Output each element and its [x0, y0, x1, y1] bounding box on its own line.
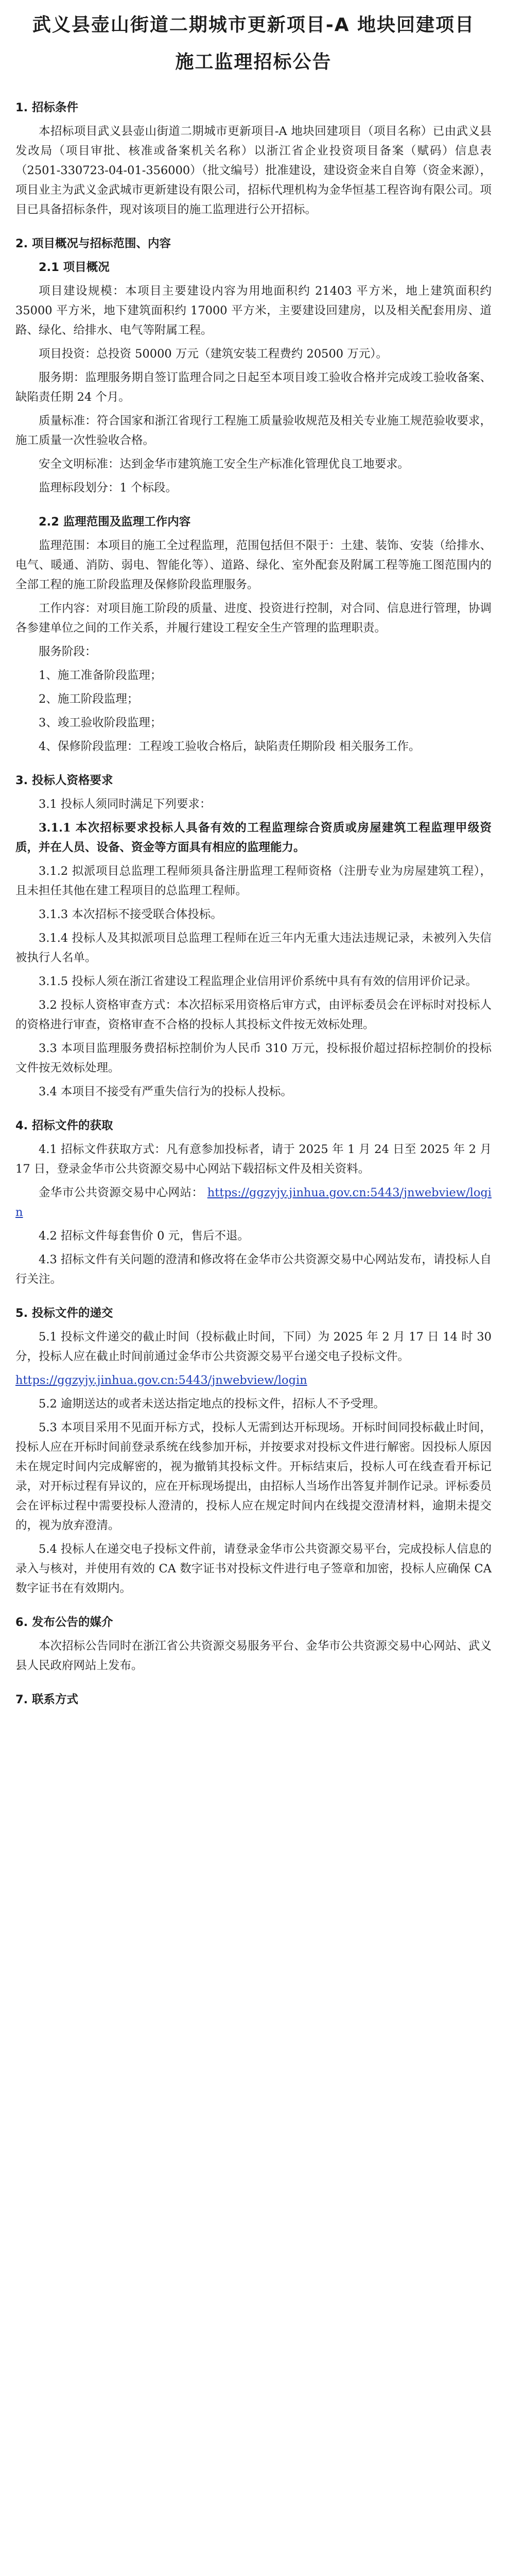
section-1-heading: 1. 招标条件 — [15, 101, 79, 114]
qualification-3-1-1: 3.1.1 本次招标要求投标人具备有效的工程监理综合资质或房屋建筑工程监理甲级资质，并在人员、设备、资金等方面具有相应的监理能力。 — [15, 821, 492, 854]
section-6-heading: 6. 发布公告的媒介 — [15, 1616, 113, 1629]
section-2-2-heading: 2.2 监理范围及监理工作内容 — [39, 515, 191, 529]
price-ceiling: 3.3 本项目监理服务费招标控制价为人民币 310 万元，投标报价超过招标控制价的投标文件按无效标处理。 — [15, 1042, 492, 1075]
section-division: 监理标段划分：1 个标段。 — [39, 481, 177, 495]
section-2-1-heading: 2.1 项目概况 — [39, 261, 110, 274]
qualification-intro: 3.1 投标人须同时满足下列要求： — [39, 798, 212, 811]
section-7-heading: 7. 联系方式 — [15, 1693, 79, 1706]
service-stages-label: 服务阶段： — [39, 645, 97, 658]
ca-certificate-notice: 5.4 投标人在递交电子投标文件前，请登录金华市公共资源交易平台，完成投标人信息的录入与核对，并使用有效的 CA 数字证书对投标文件进行电子签章和加密，投标人应确保 CA 数字证书在有效期内。 — [15, 1543, 492, 1595]
qualification-3-1-4: 3.1.4 投标人及其拟派项目总监理工程师在近三年内无重大违法违规记录，未被列入失信被执行人名单。 — [15, 931, 492, 964]
document-title-line1: 武义县壶山街道二期城市更新项目-A 地块回建项目 — [32, 14, 475, 36]
announcement-body — [15, 98, 492, 1714]
late-bid-notice: 5.2 逾期送达的或者未送达指定地点的投标文件，招标人不予受理。 — [39, 1397, 385, 1411]
tender-doc-access: 4.1 招标文件获取方式：凡有意参加投标者，请于 2025 年 1 月 24 日至 2025 年 2 月 17 日，登录金华市公共资源交易中心网站下载招标文件及相关资料。 — [15, 1143, 492, 1176]
project-investment: 项目投资：总投资 50000 万元（建筑安装工程费约 20500 万元）。 — [39, 347, 388, 361]
project-scale: 项目建设规模：本项目主要建设内容为用地面积约 21403 平方米，地上建筑面积约 35000 平方米，地下建筑面积约 17000 平方米，主要建设回建房，以及相关配套用房、道路、绿化、给排水、电气等附属工程。 — [15, 284, 492, 337]
service-stage-item: 1、施工准备阶段监理； — [39, 669, 162, 682]
qualification-3-1-2: 3.1.2 拟派项目总监理工程师须具备注册监理工程师资格（注册专业为房屋建筑工程），且未担任其他在建工程项目的总监理工程师。 — [15, 865, 492, 897]
bid-deadline: 5.1 投标文件递交的截止时间（投标截止时间，下同）为 2025 年 2 月 17 日 14 时 30 分，投标人应在截止时间前通过金华市公共资源交易平台递交电子投标文件。 — [15, 1330, 492, 1363]
publication-media: 本次招标公告同时在浙江省公共资源交易服务平台、金华市公共资源交易中心网站、武义县人民政府网站上发布。 — [15, 1639, 492, 1672]
service-period: 服务期：监理服务期自签订监理合同之日起至本项目竣工验收合格并完成竣工验收备案、缺陷责任期 24 个月。 — [15, 371, 492, 404]
remote-opening-rules: 5.3 本项目采用不见面开标方式，投标人无需到达开标现场。开标时间同投标截止时间，投标人应在开标时间前登录系统在线参加开标，并按要求对投标文件进行解密。因投标人原因未在规定时间内完成解密的，视为撤销其投标文件。开标结束后，投标人可在线查看开标记录，对开标过程有异议的，应在开标现场提出，由招标人当场作出答复并制作记录。评标委员会在评标过程中需要投标人澄清的，投标人应在规定时间内在线提交澄清材料，逾期未提交的，视为放弃澄清。 — [15, 1421, 492, 1532]
section-4-heading: 4. 招标文件的获取 — [15, 1119, 113, 1132]
supervision-content: 工作内容：对项目施工阶段的质量、进度、投资进行控制，对合同、信息进行管理，协调各参建单位之间的工作关系，并履行建设工程安全生产管理的监理职责。 — [15, 602, 492, 635]
safety-standard: 安全文明标准：达到金华市建筑施工安全生产标准化管理优良工地要求。 — [39, 457, 410, 471]
bid-submission-link[interactable]: https://ggzyjy.jinhua.gov.cn:5443/jnwebview/login — [15, 1374, 307, 1387]
tender-doc-clarification: 4.3 招标文件有关问题的澄清和修改将在金华市公共资源交易中心网站发布，请投标人自行关注。 — [15, 1253, 492, 1286]
service-stage-item: 4、保修阶段监理：工程竣工验收合格后，缺陷责任期阶段 相关服务工作。 — [39, 740, 421, 753]
supervision-scope: 监理范围：本项目的施工全过程监理，范围包括但不限于：土建、装饰、安装（给排水、电气、暖通、消防、弱电、智能化等）、道路、绿化、室外配套及附属工程等施工图范围内的全部工程的施工阶段监理及保修阶段监理服务。 — [15, 539, 492, 591]
qualification-review: 3.2 投标人资格审查方式：本次招标采用资格后审方式，由评标委员会在评标时对投标人的资格进行审查，资格审查不合格的投标人其投标文件按无效标处理。 — [15, 998, 492, 1031]
service-stage-item: 2、施工阶段监理； — [39, 692, 139, 706]
credit-requirement: 3.4 本项目不接受有严重失信行为的投标人投标。 — [39, 1085, 292, 1098]
section-2-heading: 2. 项目概况与招标范围、内容 — [15, 237, 171, 250]
quality-standard: 质量标准：符合国家和浙江省现行工程施工质量验收规范及相关专业施工规范验收要求，施工质量一次性验收合格。 — [15, 414, 492, 447]
qualification-3-1-5: 3.1.5 投标人须在浙江省建设工程监理企业信用评价系统中具有有效的信用评价记录。 — [39, 975, 477, 988]
section-1-paragraph: 本招标项目武义县壶山街道二期城市更新项目-A 地块回建项目（项目名称）已由武义县发改局（项目审批、核准或备案机关名称）以浙江省企业投资项目备案（赋码）信息表（2501-330723-04-01-356000）（批文编号）批准建设，建设资金来自自筹（资金来源），项目业主为武义金武城市更新建设有限公司，招标代理机构为金华恒基工程咨询有限公司。项目已具备招标条件，现对该项目的施工监理进行公开招标。 — [15, 125, 492, 216]
tender-doc-link-label: 金华市公共资源交易中心网站： — [39, 1186, 204, 1199]
section-5-heading: 5. 投标文件的递交 — [15, 1307, 113, 1320]
service-stage-item: 3、竣工验收阶段监理； — [39, 716, 162, 730]
section-3-heading: 3. 投标人资格要求 — [15, 774, 113, 787]
tender-doc-link[interactable]: https://ggzyjy.jinhua.gov.cn:5443/jnwebview/login — [15, 1186, 492, 1219]
qualification-3-1-3: 3.1.3 本次招标不接受联合体投标。 — [39, 908, 222, 921]
tender-doc-price: 4.2 招标文件每套售价 0 元，售后不退。 — [39, 1229, 250, 1243]
document-title-line2: 施工监理招标公告 — [175, 52, 332, 73]
